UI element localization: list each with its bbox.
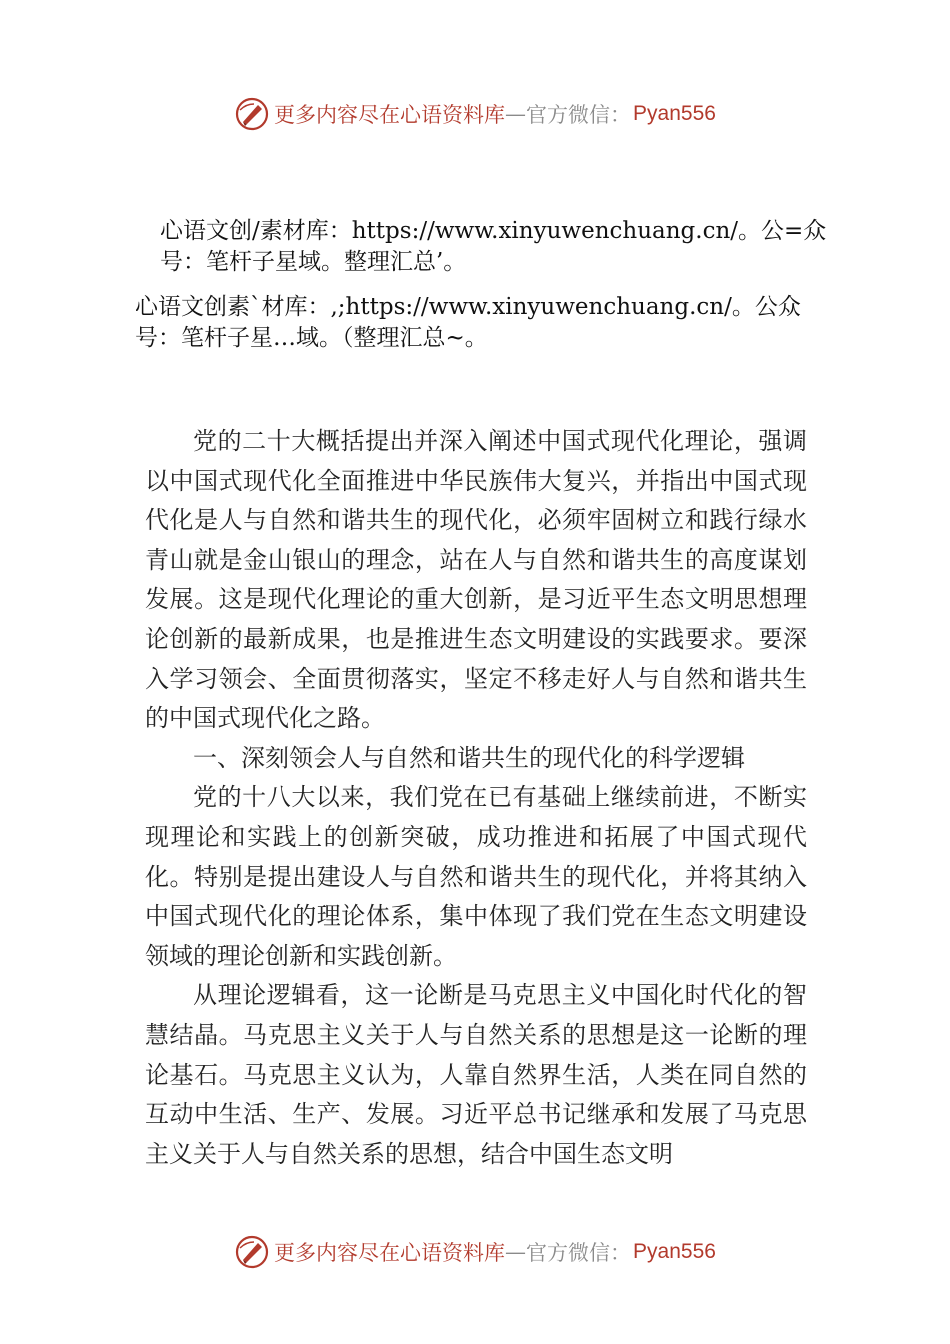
pen-logo-icon — [234, 96, 270, 132]
source-note: 心语文创/素材库：https://www.xinyuwenchuang.cn/。公=众号：笔杆子星域。整理汇总’。 — [160, 218, 827, 275]
banner-separator: — — [505, 1240, 527, 1264]
wechat-label: 官方微信： — [526, 103, 632, 127]
paragraph: 党的二十大概括提出并深入阐述中国式现代化理论，强调以中国式现代化全面推进中华民族伟大复兴，并指出中国式现代化是人与自然和谐共生的现代化，必须牢固树立和践行绿水青山就是金山银山的理念，站在人与自然和谐共生的高度谋划发展。这是现代化理论的重大创新，是习近平生态文明思想理论创新的最新成果，也是推进生态文明建设的实践要求。要深入学习领会、全面贯彻落实，坚定不移走好人与自然和谐共生的中国式现代化之路。 — [145, 427, 807, 733]
brand-text: 更多内容尽在心语资料库 — [274, 1241, 506, 1265]
footer-banner — [0, 1230, 950, 1274]
pen-logo-icon — [234, 1234, 270, 1270]
paragraph: 从理论逻辑看，这一论断是马克思主义中国化时代化的智慧结晶。马克思主义关于人与自然关系的思想是这一论断的理论基石。马克思主义认为，人靠自然界生活，人类在同自然的互动中生活、生产、发展。习近平总书记继承和发展了马克思主义关于人与自然关系的思想，结合中国生态文明 — [145, 981, 807, 1168]
wechat-label: 官方微信： — [526, 1241, 632, 1265]
brand-text: 更多内容尽在心语资料库 — [274, 103, 506, 127]
header-banner — [0, 92, 950, 136]
wechat-id: Pyan556 — [633, 1240, 716, 1263]
section-heading: 一、深刻领会人与自然和谐共生的现代化的科学逻辑 — [193, 743, 745, 772]
source-note: 心语文创素`材库：,;https://www.xinyuwenchuang.cn/。公众号：笔杆子星…域。（整理汇总~。 — [135, 294, 801, 351]
article-body — [145, 422, 807, 1174]
banner-separator: — — [505, 102, 527, 126]
wechat-id: Pyan556 — [633, 102, 716, 125]
paragraph: 党的十八大以来，我们党在已有基础上继续前进，不断实现理论和实践上的创新突破，成功推进和拓展了中国式现代化。特别是提出建设人与自然和谐共生的现代化，并将其纳入中国式现代化的理论体系，集中体现了我们党在生态文明建设领域的理论创新和实践创新。 — [145, 783, 807, 970]
